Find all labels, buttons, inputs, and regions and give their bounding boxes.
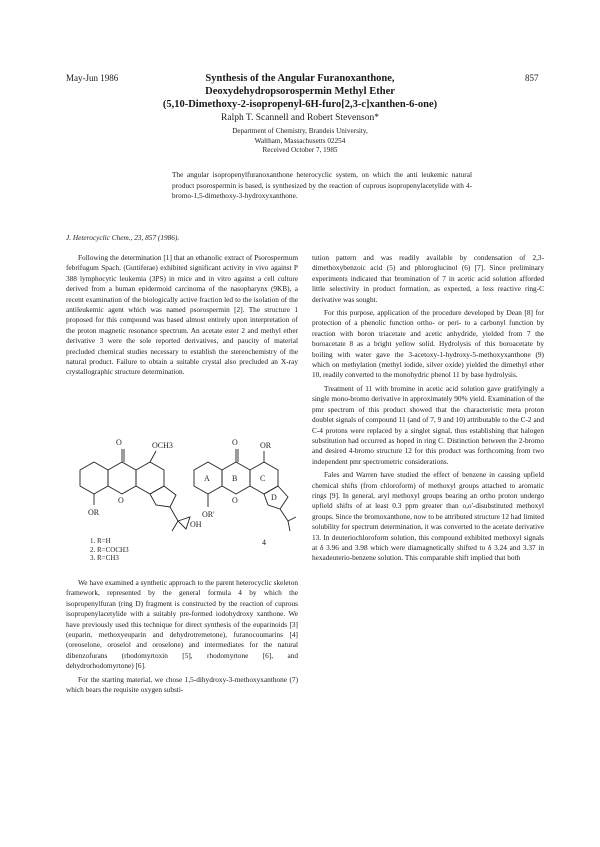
title-line: (5,10-Dimethoxy-2-isopropenyl-6H-furo[2,3-c]xanthen-6-one) <box>162 99 438 110</box>
label: C <box>260 474 266 483</box>
affiliation <box>140 127 460 156</box>
ring-a <box>80 462 108 494</box>
paragraph: Following the determination [1] that an ethanolic extract of Psorospermum febrifugum Spach. (Guttiferae) exhibited significant activity in vivo against P 388 lymphocytic leukemia (3PS) in mice and in vitro against a cell culture derived from a human epidermoid carcinoma of the nasopharynx (9KB), a recent examination of the biologically active fraction led to the isolation of the antileukemic agent which was named psorospermin [2]. The structure 1 proposed for this compound was based almost entirely upon interpretation of the proton magnetic resonance spectrum. An acetate ester 2 and methyl ether derivative 3 were the sole reported derivatives, and paucity of material precluded chemical studies necessary to establish the stereochemistry of the natural product. Failure to obtain a suitable crystal also precluded an X-ray crystallographic structure determination. <box>66 253 298 377</box>
ring-d <box>150 486 176 507</box>
paragraph: We have examined a synthetic approach to the parent heterocyclic skeleton framework, represented by the general formula 4 by which the isopropenylfuran (ring D) fragment is constructed by the reaction of cuprous isopropenylacetylide with a suitably pre-formed iodohydroxy xanthone. We have previously used this technique for direct synthesis of the euparinoids [3] (euparin, methoxyeuparin and dehydrotremetone), furanocoumarins [4] (oreoselone, oroselol and oroselone) and intermediates for the natural dibenzofurans (rhodomyrtoxin [5], rhodomyrtone [6], and dehydrorhodomyrtone) [6]. <box>66 578 298 671</box>
ring-c <box>136 462 164 494</box>
label: B <box>232 474 238 483</box>
label: O <box>118 496 124 505</box>
citation: J. Heterocyclic Chem., 23, 857 (1986). <box>66 233 180 242</box>
compound-entry: 3. R=CH3 <box>90 554 119 562</box>
ring-b <box>108 462 136 494</box>
structures-figure <box>66 425 298 575</box>
paragraph: tution pattern and was readily available by condensation of 2,3-dimethoxybenzoic acid (5) and phloroglucinol (6) [7]. Since preliminary experiments indicated that bromination of 7 in acetic acid solution afforded little selectivity in product formation, as expected, a less reactive ring-C derivative was sought. <box>312 253 544 304</box>
abstract: The angular isopropenylfuranoxanthone heterocyclic system, on which the anti leukemic natural product psorospermin is based, is synthesized by the reaction of cuprous isopropenylacetylide with 4-bromo-1,5-dimethoxy-3-hydroxyxanthone. <box>172 170 472 200</box>
left-column-bottom <box>66 578 298 698</box>
page-number: 857 <box>525 73 539 83</box>
compound-number: 4 <box>262 538 266 547</box>
compound-entry: 2. R=COCH3 <box>90 545 129 554</box>
label: OR' <box>202 510 215 519</box>
paragraph: Fales and Warren have studied the effect of benzene in causing upfield chemical shifts (from chloroform) of methoxyl groups attached to aromatic rings [9]. In general, aryl methoxyl groups bearing an ortho proton undergo upfield shifts of at least 0.3 ppm greater than o,o'-disubstituted methoxyl groups. Since the bromoxanthone, now to be attributed structure 12 had limited solubility for spectrum determination, it was converted to the acetate derivative 13. In deuteriochloroform solution, this compound exhibited methoxyl signals at δ 3.96 and 3.98 which were diamagnetically shifted to δ 3.24 and 3.37 in hexadeuterio-benzene solution. This comparable shift implied that both <box>312 470 544 563</box>
article-title <box>140 72 460 111</box>
title-line: Synthesis of the Angular Furanoxanthone, <box>205 73 395 84</box>
label: OCH3 <box>152 441 173 450</box>
label: O <box>232 496 238 505</box>
paragraph: For this purpose, application of the procedure developed by Dean [8] for protection of a phenolic function ortho- or peri- to a carbonyl function by reaction with boron triacetate and acetic anhydride, yielded from 7 the boroacetate 8 as a bright yellow solid. Hydrolysis of this boroacetate by boiling with water gave the 3-acetoxy-1-hydroxy-5-methoxyxanthone (9) which on methylation (methyl iodide, silver oxide) yielded the dimethyl ether 10, readily converted to the monohydric phenol 11 by base hydrolysis. <box>312 308 544 380</box>
label: O <box>116 438 122 447</box>
paragraph: For the starting material, we chose 1,5-dihydroxy-3-methoxyxanthone (7) which bears the requisite oxygen substi- <box>66 674 298 695</box>
compound-entry: 1. R=H <box>90 537 111 545</box>
left-column-top <box>66 253 298 381</box>
paragraph: Treatment of 11 with bromine in acetic acid solution gave gratifyingly a single mono-bromo derivative in approximately 90% yield. Examination of the pmr spectrum of this product showed that the characteristic meta proton doublet signals of compound 11 (and of 7, 9 and 10) attributable to the C-2 and C-4 protons were replaced by a singlet signal, thus establishing that halogen substitution had occurred as hoped in ring C. Distinction between the 2-bromo and desired 4-bromo structure 12 for this product was forthcoming from two independent pmr spectrometric considerations. <box>312 383 544 466</box>
label: A <box>204 474 210 483</box>
label: O <box>232 438 238 447</box>
epoxide-ring <box>178 517 190 529</box>
label: OR <box>260 441 272 450</box>
title-line: Deoxydehydropsorospermin Methyl Ether <box>205 86 395 97</box>
label: OR <box>88 508 100 517</box>
journal-date: May-Jun 1986 <box>66 73 119 83</box>
affiliation-line: Waltham, Massachusetts 02254 <box>254 136 346 145</box>
compound-list <box>90 537 129 563</box>
affiliation-line: Received October 7, 1985 <box>262 146 338 154</box>
affiliation-line: Department of Chemistry, Brandeis University, <box>232 127 368 135</box>
authors: Ralph T. Scannell and Robert Stevenson* <box>221 113 379 123</box>
label: OH <box>190 520 202 529</box>
right-column <box>312 253 544 567</box>
label: D <box>271 493 277 502</box>
